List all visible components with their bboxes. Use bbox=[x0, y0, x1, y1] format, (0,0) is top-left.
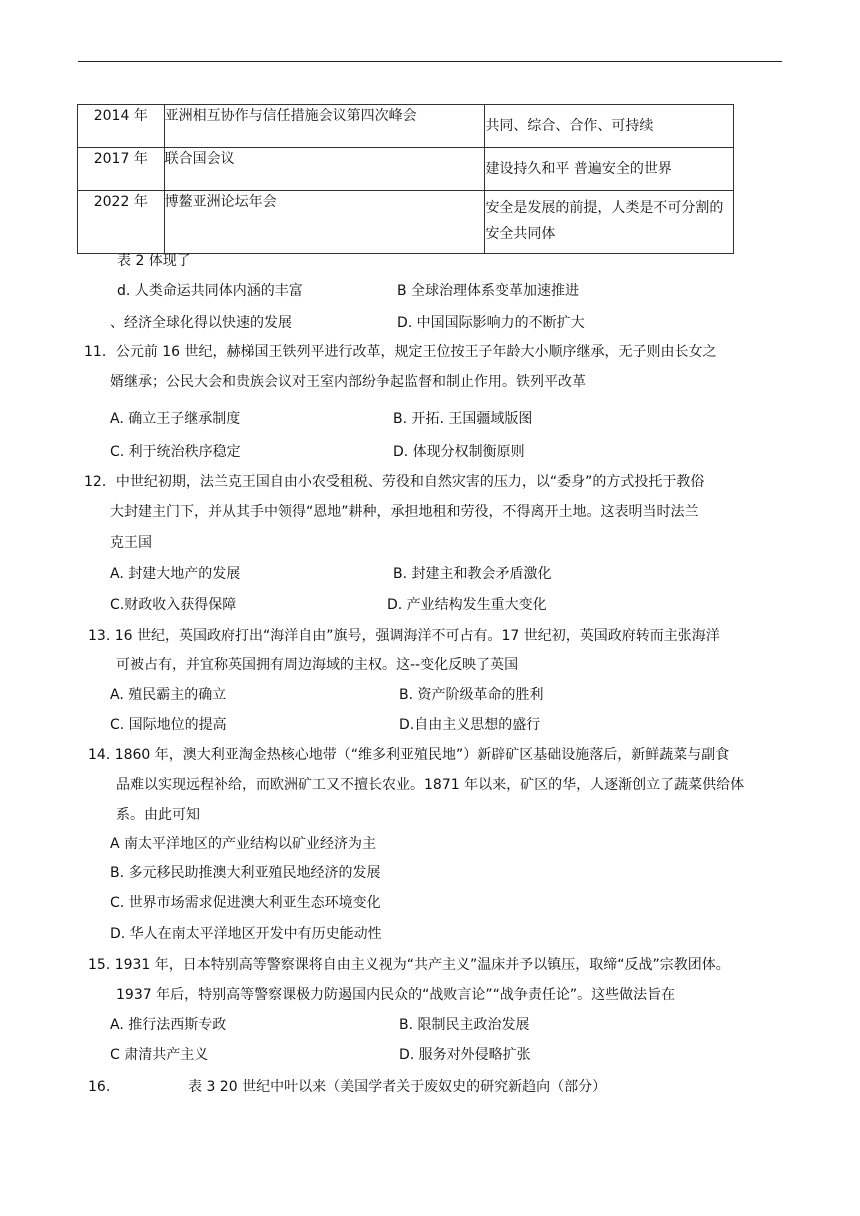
table-cell-idea: 建设持久和平 普遍安全的世界 bbox=[485, 148, 734, 191]
q12-option-a: A. 封建大地产的发展 bbox=[110, 566, 241, 582]
table-cell-idea: 共同、综合、合作、可持续 bbox=[485, 105, 734, 148]
q11-stem-line2: 婿继承；公民大会和贵族会议对王室内部纷争起监督和制止作用。铁列平改革 bbox=[110, 374, 586, 390]
q10-option-c: 、经济全球化得以快速的发展 bbox=[110, 315, 292, 331]
table-cell-event: 博鳌亚洲论坛年会 bbox=[164, 191, 485, 254]
q14-option-c: C. 世界市场需求促进澳大利亚生态环境变化 bbox=[110, 895, 381, 911]
q11-option-c: C. 利于统治秩序稳定 bbox=[110, 444, 241, 460]
q14-stem-line1: 14. 1860 年，澳大利亚淘金热核心地带（“维多利亚殖民地”）新辟矿区基础设施落后，新鲜蔬菜与副食 bbox=[88, 747, 730, 763]
table-cell-idea: 安全是发展的前提，人类是不可分割的安全共同体 bbox=[485, 191, 734, 254]
table-3-caption: 表 3 20 世纪中叶以来（美国学者关于废奴史的研究新趋向（部分） bbox=[188, 1079, 607, 1095]
table-cell-event: 联合国会议 bbox=[164, 148, 485, 191]
q13-option-b: B. 资产阶级革命的胜利 bbox=[399, 687, 544, 703]
q12-option-d: D. 产业结构发生重大变化 bbox=[387, 597, 547, 613]
table-row bbox=[78, 191, 734, 254]
q12-option-b: B. 封建主和教会矛盾激化 bbox=[393, 566, 552, 582]
q12-option-c: C.财政收入获得保障 bbox=[110, 597, 237, 613]
q11-option-a: A. 确立王子继承制度 bbox=[110, 411, 241, 427]
q10-stem: 表 2 体现了 bbox=[117, 253, 191, 269]
q15-stem-line2: 1937 年后，特别高等警察课极力防遏国内民众的“战败言论”“战争责任论”。这些做法旨在 bbox=[116, 987, 676, 1003]
q13-stem-line2: 可被占有，并宜称英国拥有周边海域的主权。这--变化反映了英国 bbox=[116, 657, 519, 673]
q14-option-a: A 南太平洋地区的产业结构以矿业经济为主 bbox=[110, 836, 377, 852]
table-cell-year: 2017 年 bbox=[78, 148, 165, 191]
q13-option-d: D.自由主义思想的盛行 bbox=[399, 717, 541, 733]
table-row bbox=[78, 105, 734, 148]
q10-option-b: B 全球治理体系变革加速推进 bbox=[397, 283, 580, 299]
q11-stem-line1: 11．公元前 16 世纪，赫梯国王铁列平进行改革，规定王位按王子年龄大小顺序继承，无子则由长女之 bbox=[84, 344, 717, 360]
q12-stem-line3: 克王国 bbox=[110, 535, 152, 551]
q13-option-a: A. 殖民霸主的确立 bbox=[110, 687, 227, 703]
q15-option-d: D. 服务对外侵略扩张 bbox=[399, 1047, 531, 1063]
q16-number: 16. bbox=[88, 1079, 111, 1095]
q13-stem-line1: 13. 16 世纪，英国政府打出“海洋自由”旗号，强调海洋不可占有。17 世纪初，英国政府转而主张海洋 bbox=[88, 628, 720, 644]
q14-stem-line3: 系。由此可知 bbox=[116, 807, 200, 823]
q14-stem-line2: 品难以实现远程补给，而欧洲矿工又不擅长农业。1871 年以来，矿区的华，人逐渐创立了蔬菜供给体 bbox=[116, 777, 745, 793]
q13-option-c: C. 国际地位的提高 bbox=[110, 717, 227, 733]
table-cell-event: 亚洲相互协作与信任措施会议第四次峰会 bbox=[164, 105, 485, 148]
q14-option-d: D. 华人在南太平洋地区开发中有历史能动性 bbox=[110, 926, 382, 942]
q11-option-d: D. 体现分权制衡原则 bbox=[393, 444, 525, 460]
q15-option-c: C 肃清共产主义 bbox=[110, 1047, 209, 1063]
q10-option-d: D. 中国国际影响力的不断扩大 bbox=[397, 315, 585, 331]
table-row bbox=[78, 148, 734, 191]
q12-stem-line1: 12．中世纪初期，法兰克王国自由小农受租税、劳役和自然灾害的压力，以“委身”的方式投托于教俗 bbox=[84, 474, 705, 490]
table-cell-year: 2014 年 bbox=[78, 105, 165, 148]
q14-option-b: B. 多元移民助推澳大利亚殖民地经济的发展 bbox=[110, 865, 381, 881]
header-rule bbox=[78, 61, 782, 62]
q15-stem-line1: 15. 1931 年，日本特别高等警察课将自由主义视为“共产主义”温床并予以镇压，取缔“反战”宗教团体。 bbox=[88, 957, 730, 973]
table-cell-year: 2022 年 bbox=[78, 191, 165, 254]
q15-option-a: A. 推行法西斯专政 bbox=[110, 1017, 227, 1033]
q15-option-b: B. 限制民主政治发展 bbox=[399, 1017, 530, 1033]
table-2 bbox=[77, 104, 734, 254]
q10-option-a: d. 人类命运共同体内涵的丰富 bbox=[117, 283, 303, 299]
q12-stem-line2: 大封建主门下，并从其手中领得“恩地”耕种，承担地租和劳役，不得离开土地。这表明当时法兰 bbox=[110, 504, 699, 520]
q11-option-b: B. 开拓. 王国疆域版图 bbox=[393, 411, 533, 427]
